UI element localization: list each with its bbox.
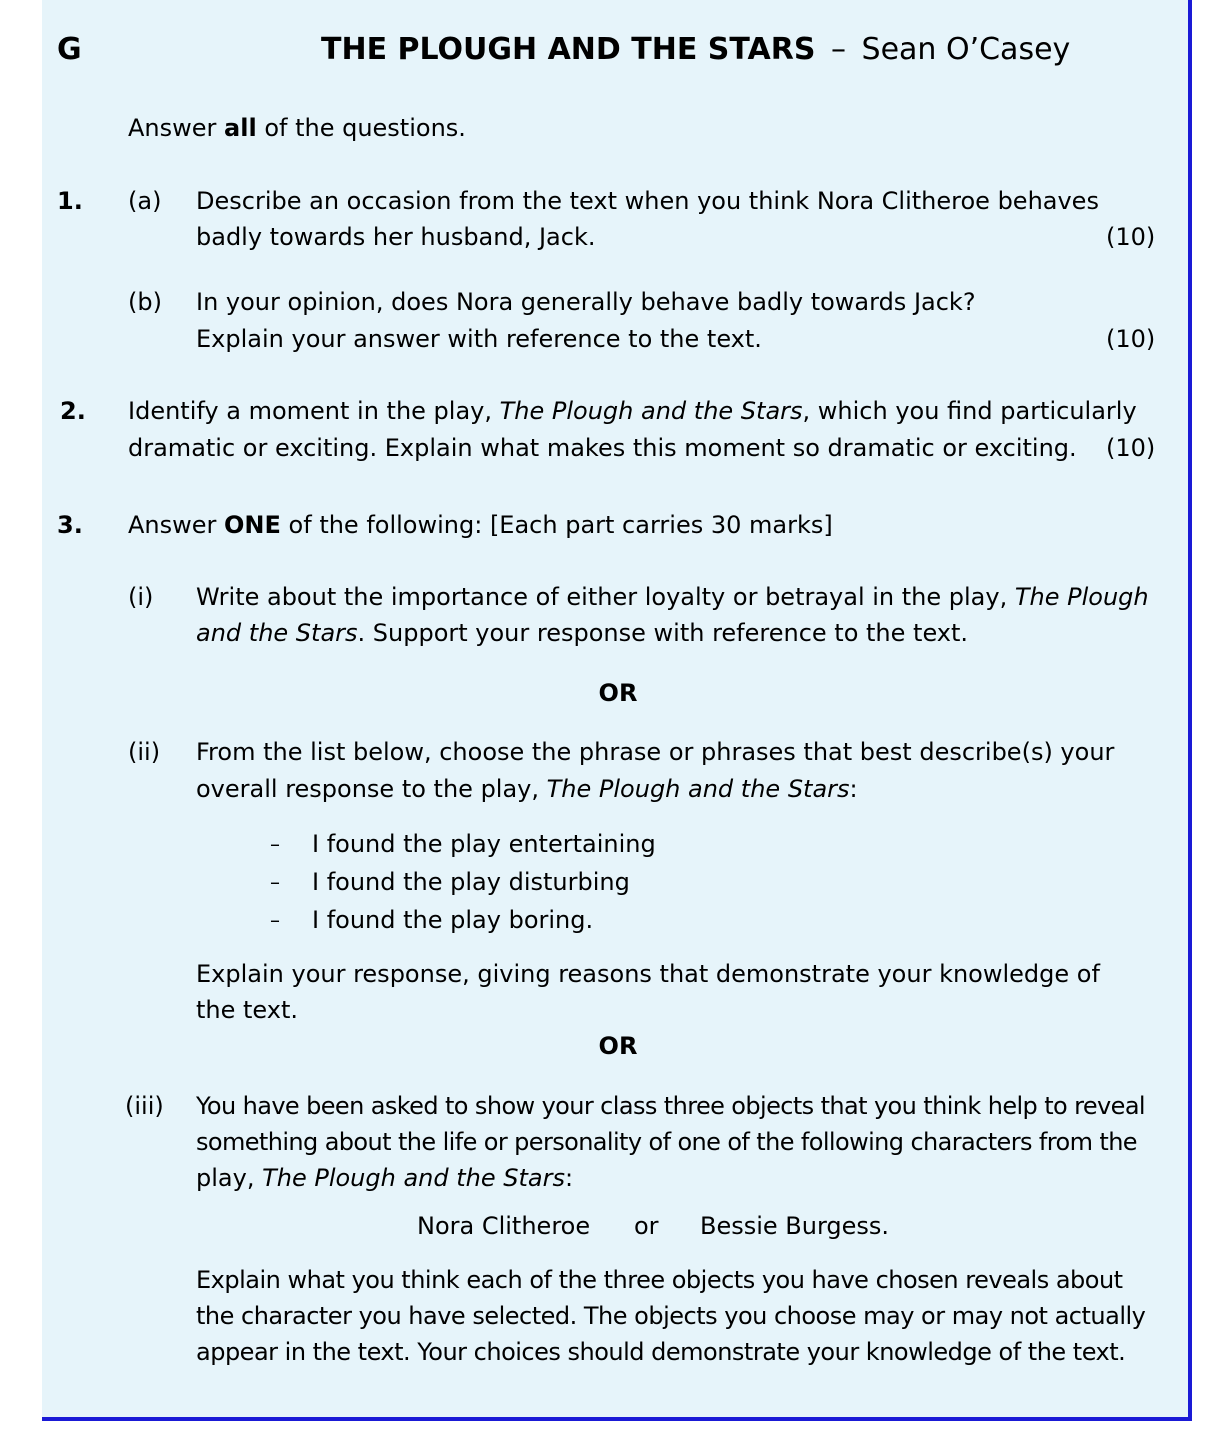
q3-iii-label: (iii)	[125, 1092, 164, 1120]
q3-iii-line3: play, The Plough and the Stars:	[196, 1164, 574, 1192]
play-title: THE PLOUGH AND THE STARS	[321, 32, 816, 67]
author-name: Sean O’Casey	[861, 32, 1071, 67]
title-dash: –	[830, 32, 846, 67]
q3-i-line1: Write about the importance of either loyalty or betrayal in the play, The Plough	[196, 583, 1149, 611]
instruction: Answer all of the questions.	[128, 114, 466, 142]
option-2: I found the play disturbing	[312, 868, 630, 896]
option-dash-1: –	[270, 832, 280, 856]
q3-i-line2: and the Stars. Support your response with reference to the text.	[196, 619, 969, 647]
question-2-number: 2.	[60, 397, 86, 425]
q3-i-label: (i)	[128, 583, 154, 611]
question-3-number: 3.	[57, 511, 83, 539]
q2-line1: Identify a moment in the play, The Plough and the Stars, which you find particularly	[128, 397, 1137, 425]
question-1-number: 1.	[57, 187, 83, 215]
q1b-label: (b)	[128, 288, 162, 316]
character-or: or	[634, 1212, 659, 1240]
q3-ii-line2: overall response to the play, The Plough and the Stars:	[196, 775, 858, 803]
option-1: I found the play entertaining	[312, 830, 656, 858]
q3-intro: Answer ONE of the following: [Each part carries 30 marks]	[128, 511, 833, 539]
q1a-label: (a)	[128, 187, 162, 215]
q1b-line1: In your opinion, does Nora generally behave badly towards Jack?	[196, 288, 976, 316]
q1a-marks: (10)	[1106, 223, 1156, 251]
option-dash-2: –	[270, 870, 280, 894]
character-option-1: Nora Clitheroe	[417, 1212, 591, 1240]
q1b-marks: (10)	[1106, 325, 1156, 353]
q2-line2: dramatic or exciting. Explain what makes this moment so dramatic or exciting.	[128, 434, 1077, 462]
q3-iii-explain-line2: the character you have selected. The objects you choose may or may not actually	[196, 1302, 1146, 1330]
q2-marks: (10)	[1106, 434, 1156, 462]
q3-iii-line2: something about the life or personality of one of the following characters from the	[196, 1128, 1137, 1156]
character-option-2: Bessie Burgess.	[700, 1212, 890, 1240]
q3-ii-label: (ii)	[128, 738, 161, 766]
q1b-line2: Explain your answer with reference to the text.	[196, 325, 762, 353]
q3-iii-explain-line3: appear in the text. Your choices should demonstrate your knowledge of the text.	[196, 1338, 1126, 1366]
or-divider-1: OR	[598, 679, 638, 707]
page-title	[321, 32, 1070, 68]
option-dash-3: –	[270, 908, 280, 932]
q3-ii-explain-line1: Explain your response, giving reasons that demonstrate your knowledge of	[196, 960, 1100, 988]
q3-iii-line1: You have been asked to show your class three objects that you think help to reveal	[196, 1092, 1145, 1120]
q3-ii-line1: From the list below, choose the phrase or phrases that best describe(s) your	[196, 738, 1115, 766]
option-3: I found the play boring.	[312, 906, 594, 934]
q3-iii-explain-line1: Explain what you think each of the three objects you have chosen reveals about	[196, 1266, 1123, 1294]
or-divider-2: OR	[598, 1032, 638, 1060]
q3-ii-explain-line2: the text.	[196, 996, 299, 1024]
q1a-line2: badly towards her husband, Jack.	[196, 223, 596, 251]
section-letter: G	[57, 32, 82, 67]
q1a-line1: Describe an occasion from the text when you think Nora Clitheroe behaves	[196, 187, 1099, 215]
